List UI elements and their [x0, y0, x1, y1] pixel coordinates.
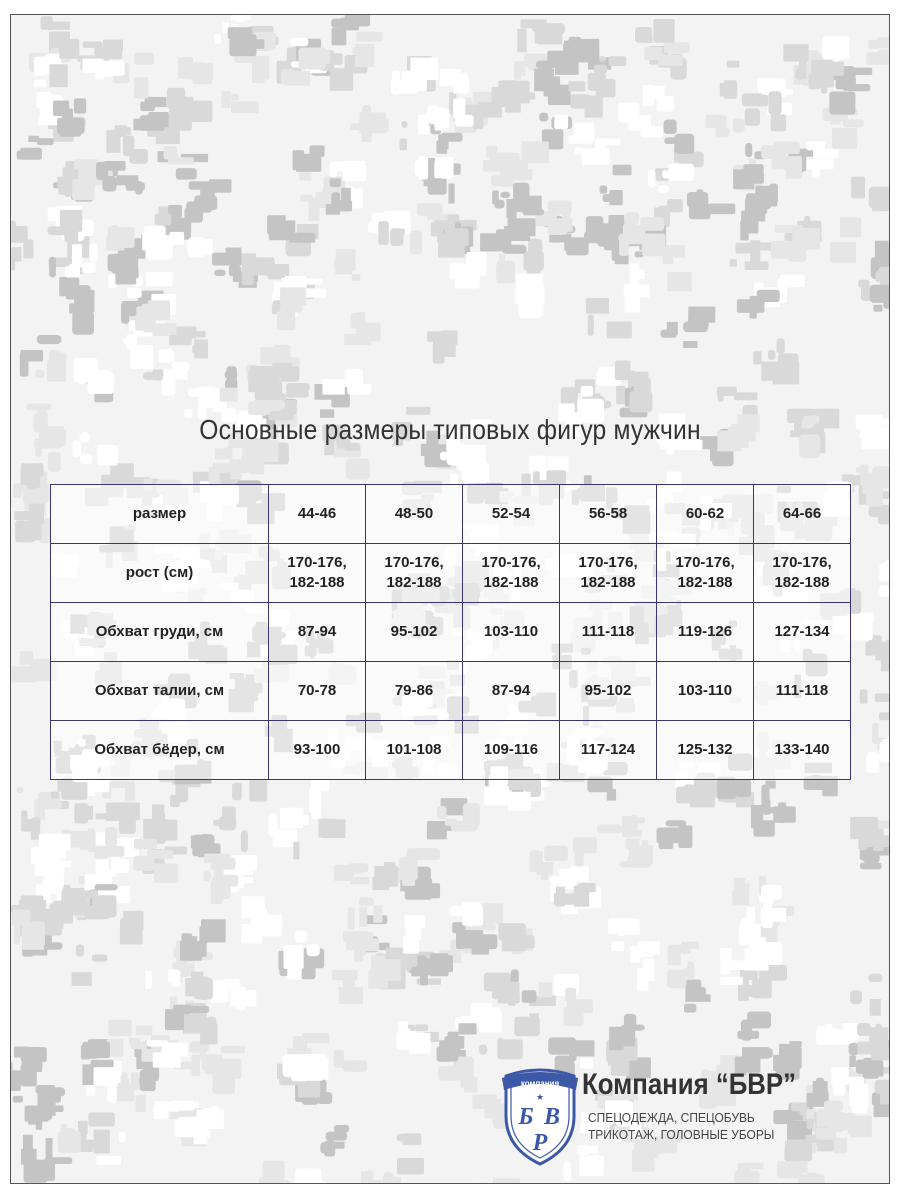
table-cell	[657, 544, 754, 603]
size-table	[50, 484, 851, 780]
table-cell	[463, 544, 560, 603]
cell-line: 170-176,	[578, 554, 638, 571]
table-cell: 109-116	[463, 721, 560, 780]
svg-text:В: В	[543, 1104, 561, 1130]
row-label: Обхват талии, см	[51, 662, 269, 721]
table-cell: 101-108	[366, 721, 463, 780]
company-name: Компания “БВР”	[582, 1068, 797, 1101]
company-tagline-2: ТРИКОТАЖ, ГОЛОВНЫЕ УБОРЫ	[588, 1127, 775, 1142]
svg-text:компания: компания	[520, 1079, 560, 1088]
table-row	[51, 544, 851, 603]
cell-line: 170-176,	[675, 554, 735, 571]
table-row	[51, 603, 851, 662]
table-row	[51, 485, 851, 544]
cell-line: 182-188	[289, 574, 345, 591]
svg-text:Б: Б	[518, 1104, 534, 1130]
table-cell: 125-132	[657, 721, 754, 780]
table-row	[51, 721, 851, 780]
table-cell: 70-78	[269, 662, 366, 721]
svg-text:★: ★	[535, 1092, 545, 1102]
cell-line: 170-176,	[384, 554, 444, 571]
company-tagline-1: СПЕЦОДЕЖДА, СПЕЦОБУВЬ	[588, 1110, 755, 1125]
cell-line: 170-176,	[481, 554, 541, 571]
table-cell: 133-140	[754, 721, 851, 780]
table-cell: 52-54	[463, 485, 560, 544]
table-cell: 87-94	[463, 662, 560, 721]
table-cell: 95-102	[560, 662, 657, 721]
cell-line: 170-176,	[772, 554, 832, 571]
table-cell: 48-50	[366, 485, 463, 544]
cell-line: 182-188	[483, 574, 539, 591]
table-cell: 95-102	[366, 603, 463, 662]
cell-line: 182-188	[774, 574, 830, 591]
table-cell: 127-134	[754, 603, 851, 662]
table-cell	[560, 544, 657, 603]
table-cell	[269, 544, 366, 603]
table-cell: 79-86	[366, 662, 463, 721]
table-cell: 93-100	[269, 721, 366, 780]
table-cell	[366, 544, 463, 603]
table-cell: 87-94	[269, 603, 366, 662]
table-cell: 56-58	[560, 485, 657, 544]
row-label: Обхват груди, см	[51, 603, 269, 662]
table-cell: 119-126	[657, 603, 754, 662]
cell-line: 182-188	[677, 574, 733, 591]
table-cell: 111-118	[754, 662, 851, 721]
cell-line: 182-188	[386, 574, 442, 591]
row-label: размер	[51, 485, 269, 544]
table-cell: 117-124	[560, 721, 657, 780]
cell-line: 182-188	[580, 574, 636, 591]
table-cell: 64-66	[754, 485, 851, 544]
table-cell	[754, 544, 851, 603]
page-title: Основные размеры типовых фигур мужчин	[199, 414, 701, 445]
row-label: рост (см)	[51, 544, 269, 603]
table-row	[51, 662, 851, 721]
row-label: Обхват бёдер, см	[51, 721, 269, 780]
svg-text:Р: Р	[532, 1130, 548, 1156]
table-cell: 103-110	[657, 662, 754, 721]
table-cell: 111-118	[560, 603, 657, 662]
cell-line: 170-176,	[287, 554, 347, 571]
company-logo-emblem	[500, 1064, 580, 1166]
table-cell: 103-110	[463, 603, 560, 662]
table-cell: 44-46	[269, 485, 366, 544]
table-cell: 60-62	[657, 485, 754, 544]
